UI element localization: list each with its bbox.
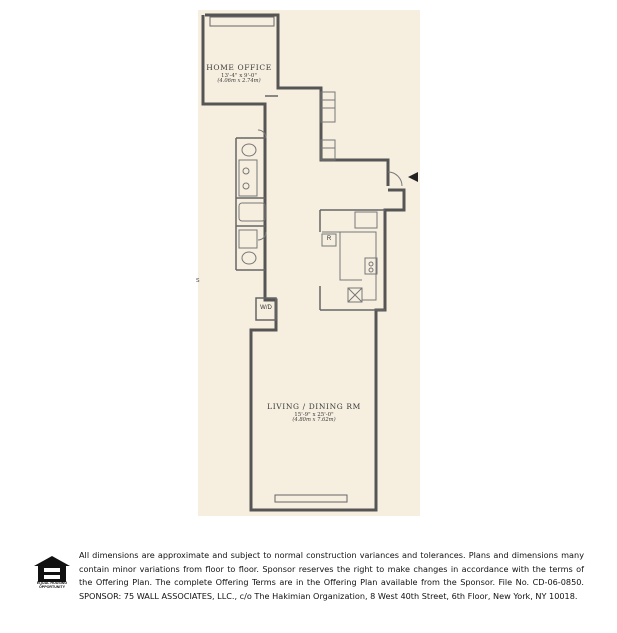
room-label-living-dining [252,403,376,424]
room-metric: (4.06m x 2.74m) [217,77,261,84]
range-label: R [326,236,332,242]
room-metric: (4.80m x 7.62m) [292,416,336,423]
plan-background [198,10,420,516]
stray-mark: s [196,277,200,284]
room-dimensions: 15'-9" x 25'-0" [294,411,334,418]
room-label-home-office [200,64,278,85]
washer-dryer-label: W/D [260,305,272,311]
room-dimensions: 13'-4" x 9'-0" [221,72,257,79]
room-name: LIVING / DINING RM [267,402,361,411]
disclaimer-text: All dimensions are approximate and subject to normal construction variances and tolerances. Plans and dimensions many contain minor variations from floor to floor. Sponsor reserves the right to make changes in accordance with the terms of the Offering Plan. The complete Offering Terms are in the Offering Plan available from the Sponsor. File No. CD-06-0850. SPONSOR: 75 WALL ASSOCIATES, LLC., c/o The Hakimian Organization, 8 West 40th Street, 6th Floor, New York, NY 10018. [79,550,584,602]
footer [0,540,617,633]
equal-housing-caption: EQUAL HOUSING OPPORTUNITY [36,581,68,589]
room-name: HOME OFFICE [206,63,272,72]
